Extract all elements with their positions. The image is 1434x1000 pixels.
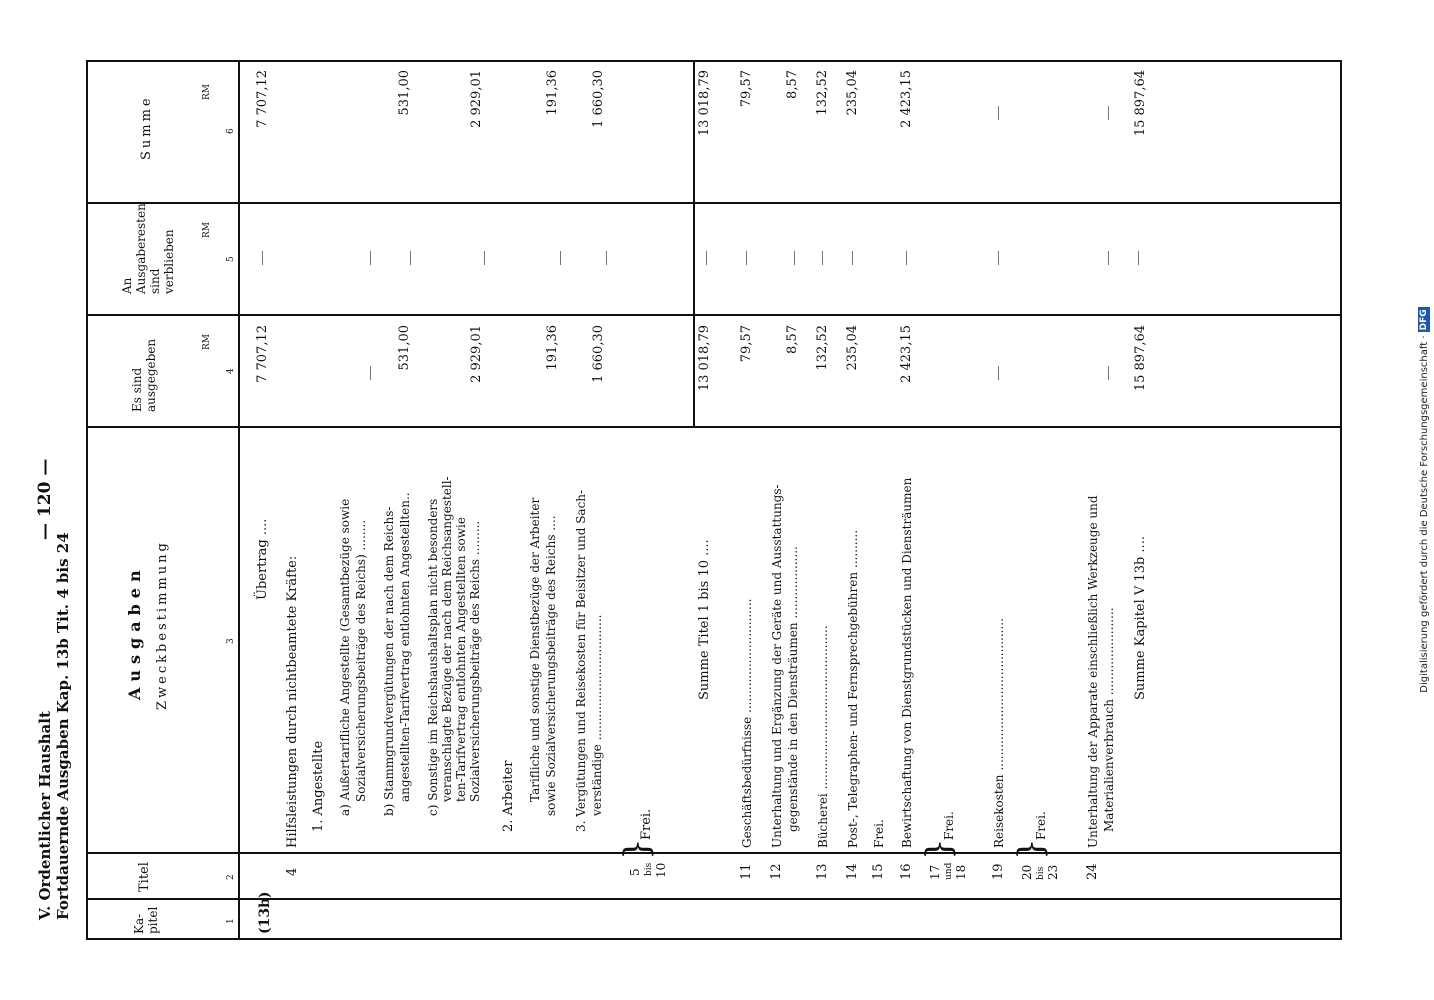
c-ausgegeben: 2 929,01	[469, 325, 484, 383]
empty-dash	[998, 106, 999, 120]
header-kapitel: Ka-pitel	[132, 906, 160, 934]
row-label-19: Reisekosten ........................................	[992, 618, 1006, 848]
row-titel-14: 14	[845, 863, 860, 880]
t16-ausgegeben: 2 423,15	[899, 325, 914, 383]
row-label-15: Frei.	[872, 819, 886, 848]
row-v3-1: 3. Vergütungen und Reisekosten für Beisitzer und Sach-	[574, 489, 588, 832]
unit-4: RM	[202, 334, 212, 350]
kapitel-value: (13b)	[257, 891, 273, 934]
row-titel-16: 16	[899, 863, 914, 880]
footer-text: Digitalisierung gefördert durch die Deutsche Forschungsgemeinschaft ·	[1419, 335, 1430, 693]
summe1-label: Summe Titel 1 bis 10 ....	[697, 539, 712, 700]
row-arb-2: sowie Sozialversicherungsbeiträge des Reichs ....	[544, 515, 558, 816]
empty-dash	[370, 366, 371, 380]
empty-dash	[370, 251, 371, 265]
row-titel-15: 15	[871, 863, 886, 880]
row-titel-10: 10	[654, 862, 668, 878]
row-titel-11: 11	[739, 863, 754, 880]
empty-dash	[706, 251, 707, 265]
t11-ausgegeben: 79,57	[739, 325, 754, 363]
row-titel-23: 23	[1046, 864, 1060, 880]
row-a-2: Sozialversicherungsbeiträge des Reichs) ........	[354, 519, 368, 802]
summeK-label: Summe Kapitel V 13b ....	[1133, 536, 1148, 700]
row-titel-13: 13	[815, 863, 830, 880]
uebertrag-label: Übertrag ....	[255, 518, 270, 600]
row-b-1: b) Stammgrundvergütungen der nach dem Reichs-	[382, 506, 396, 816]
empty-dash	[794, 251, 795, 265]
header-reste: An Ausgaberesten sind verblieben	[120, 203, 176, 294]
row-angestellte: 1. Angestellte	[311, 740, 326, 832]
row-label-12b: gegenstände in den Diensträumen ...................	[786, 546, 800, 832]
row-label-11: Geschäftsbedürfnisse ..............................	[740, 598, 754, 848]
row-c-3: ten-Tarifvertrag entlohnten Angestellten sowie	[454, 517, 468, 802]
dfg-logo: DFG	[1419, 309, 1429, 331]
t14-summe: 235,04	[845, 70, 860, 116]
header-ausgaben: Ausgaben	[125, 564, 144, 700]
summe1-summe: 13 018,79	[697, 70, 712, 137]
colnum-2: 2	[226, 874, 236, 880]
colnum-5: 5	[226, 256, 236, 262]
sum-rule	[693, 62, 695, 428]
empty-dash	[606, 251, 607, 265]
footer	[1415, 0, 1434, 1000]
row-label-14: Post-, Telegraphen- und Fernsprechgebühren ..........	[846, 529, 860, 848]
col-reste-divider	[86, 202, 1340, 204]
row-titel-5: 5	[628, 868, 642, 876]
row-label-24b: Materialienverbrauch .......................	[1102, 607, 1116, 832]
row-titel-20: 20	[1020, 864, 1034, 880]
row-v3-2: verständige .................................	[590, 614, 604, 816]
empty-dash	[746, 251, 747, 265]
header-ausgegeben: Es sind ausgegeben	[130, 338, 158, 412]
empty-dash	[1138, 251, 1139, 265]
summeK-summe: 15 897,64	[1133, 70, 1148, 137]
empty-dash	[822, 251, 823, 265]
row-c-4: Sozialversicherungsbeiträge des Reichs .........	[468, 520, 482, 802]
v3-ausgegeben: 1 660,30	[591, 325, 606, 383]
empty-dash	[998, 251, 999, 265]
uebertrag-ausgegeben: 7 707,12	[255, 325, 270, 383]
col-text-divider	[86, 426, 1340, 428]
t11-summe: 79,57	[739, 70, 754, 108]
arb-ausgegeben: 191,36	[545, 325, 560, 371]
arb-summe: 191,36	[545, 70, 560, 116]
empty-dash	[410, 251, 411, 265]
t14-ausgegeben: 235,04	[845, 325, 860, 371]
right-frame	[86, 60, 1340, 62]
row-titel-19: 19	[991, 863, 1006, 880]
colnum-4: 4	[226, 368, 236, 374]
row-titel-4: 4	[285, 867, 300, 876]
header-titel: Titel	[137, 862, 152, 892]
empty-dash	[906, 251, 907, 265]
empty-dash	[262, 251, 263, 265]
row-label-20: Frei.	[1034, 811, 1048, 840]
empty-dash	[1108, 106, 1109, 120]
row-titel-17: 17	[928, 864, 942, 880]
brace-17-18: }	[919, 838, 959, 860]
row-label-16: Bewirtschaftung von Dienstgrundstücken und Diensträumen	[900, 477, 914, 848]
uebertrag-summe: 7 707,12	[255, 70, 270, 128]
empty-dash	[1108, 366, 1109, 380]
colnum-6: 6	[226, 128, 236, 134]
subtitle: Fortdauernde Ausgaben Kap. 13b Tit. 4 bis 24	[54, 532, 72, 920]
t13-summe: 132,52	[815, 70, 830, 116]
row-titel-12: 12	[769, 863, 784, 880]
row-c-1: c) Sonstige im Reichshaushaltsplan nicht besonders	[426, 498, 440, 816]
col-kapitel-divider	[86, 898, 1340, 900]
row-bis-20: bis	[1036, 866, 1046, 880]
b-ausgegeben: 531,00	[397, 325, 412, 371]
row-c-2: veranschlagte Bezüge der nach dem Reichsangestell-	[440, 476, 454, 802]
row-b-2: angestellten-Tarifvertrag entlohnten Angestellten..	[398, 492, 412, 802]
row-label-12a: Unterhaltung und Ergänzung der Geräte und Ausstattungs-	[770, 484, 784, 848]
t13-ausgegeben: 132,52	[815, 325, 830, 371]
empty-dash	[560, 251, 561, 265]
empty-dash	[998, 366, 999, 380]
b-summe: 531,00	[397, 70, 412, 116]
summeK-ausgegeben: 15 897,64	[1133, 325, 1148, 392]
top-rule	[86, 60, 88, 940]
left-frame	[86, 938, 1340, 940]
c-summe: 2 929,01	[469, 70, 484, 128]
colnum-3: 3	[226, 638, 236, 644]
empty-dash	[852, 251, 853, 265]
unit-5: RM	[202, 222, 212, 238]
header-zweck: Zweckbestimmung	[155, 540, 170, 710]
page-number: — 120 —	[35, 458, 55, 540]
header-bottom-rule	[238, 60, 240, 940]
t12-summe: 8,57	[785, 70, 800, 99]
empty-dash	[1108, 251, 1109, 265]
row-label-13: Bücherei ...........................................	[816, 625, 830, 848]
v3-summe: 1 660,30	[591, 70, 606, 128]
row-titel-18: 18	[954, 864, 968, 880]
t16-summe: 2 423,15	[899, 70, 914, 128]
row-label-17: Frei.	[942, 811, 956, 840]
row-und-17: und	[944, 862, 954, 880]
row-label-4: Hilfsleistungen durch nichtbeamtete Kräfte:	[285, 555, 300, 848]
empty-dash	[484, 251, 485, 265]
section-title: V. Ordentlicher Haushalt	[36, 711, 54, 920]
row-bis-5: bis	[644, 862, 654, 876]
header-summe: Summe	[139, 95, 154, 160]
summe1-ausgegeben: 13 018,79	[697, 325, 712, 392]
row-titel-24: 24	[1085, 863, 1100, 880]
row-arb-1: Tarifliche und sonstige Dienstbezüge der Arbeiter	[528, 497, 542, 802]
row-arbeiter: 2. Arbeiter	[501, 760, 516, 832]
row-label-5: Frei.	[639, 808, 654, 840]
unit-6: RM	[202, 84, 212, 100]
colnum-1: 1	[226, 918, 236, 924]
t12-ausgegeben: 8,57	[785, 325, 800, 354]
col-ausgegeben-divider	[86, 314, 1340, 316]
bottom-rule	[1340, 60, 1342, 940]
row-label-24a: Unterhaltung der Apparate einschließlich Werkzeuge und	[1086, 495, 1100, 848]
col-titel-divider	[86, 852, 1340, 854]
brace-20-23: }	[1011, 838, 1051, 860]
brace-5-10: }	[617, 838, 657, 860]
row-a-1: a) Außertarifliche Angestellte (Gesamtbezüge sowie	[338, 498, 352, 816]
